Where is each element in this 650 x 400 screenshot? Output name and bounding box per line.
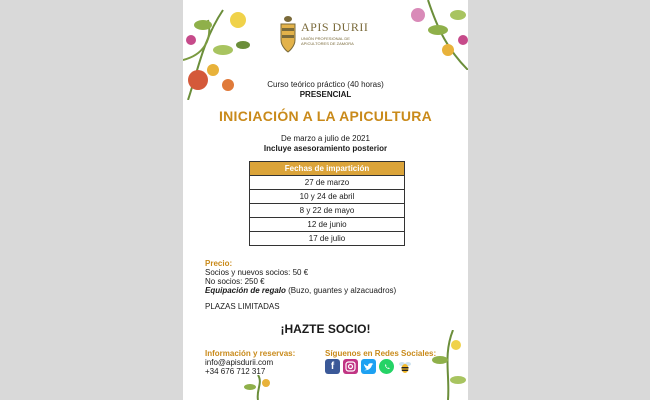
social-header: Síguenos en Redes Sociales: xyxy=(325,349,437,358)
bee-icon[interactable] xyxy=(397,359,412,374)
course-includes: Incluye asesoramiento posterior xyxy=(263,144,388,153)
brand-logo xyxy=(279,14,379,54)
social-icons xyxy=(325,359,412,375)
contact-phone[interactable]: +34 676 712 317 xyxy=(205,367,266,376)
twitter-icon[interactable] xyxy=(361,359,376,374)
price-label: Precio: xyxy=(205,259,233,268)
course-mode: PRESENCIAL xyxy=(299,90,352,99)
schedule-table-header: Fechas de impartición xyxy=(250,162,404,176)
price-members: Socios y nuevos socios: 50 € xyxy=(205,268,309,277)
course-title: INICIACIÓN A LA APICULTURA xyxy=(218,108,433,124)
brand-subtitle: UNIÓN PROFESIONAL DE APICULTORES DE ZAMORA xyxy=(301,36,354,46)
instagram-icon[interactable] xyxy=(343,359,358,374)
gift-label: Equipación de regalo xyxy=(205,286,286,295)
gift-line xyxy=(205,286,396,295)
flower-illustration-bottom-left xyxy=(238,375,278,400)
course-type: Curso teórico práctico (40 horas) xyxy=(267,80,384,89)
shield-logo-icon xyxy=(279,14,297,54)
table-row: 27 de marzo xyxy=(250,176,404,190)
table-row: 12 de junio xyxy=(250,218,404,232)
table-row: 17 de julio xyxy=(308,234,346,243)
table-row: 10 y 24 de abril xyxy=(250,190,404,204)
gift-detail: (Buzo, guantes y alzacuadros) xyxy=(285,286,397,295)
contact-header: Información y reservas: xyxy=(205,349,296,358)
poster xyxy=(183,0,468,400)
course-dates-range: De marzo a julio de 2021 xyxy=(281,134,370,143)
flower-illustration-top-right xyxy=(388,0,468,70)
brand-name: APIS DURII xyxy=(301,20,369,34)
join-cta: ¡HAZTE SOCIO! xyxy=(280,322,371,336)
price-non-members: No socios: 250 € xyxy=(205,277,265,286)
limited-places: PLAZAS LIMITADAS xyxy=(205,302,280,311)
whatsapp-icon[interactable] xyxy=(379,359,394,374)
facebook-icon[interactable]: f xyxy=(325,359,340,374)
flower-illustration-bottom-right xyxy=(428,330,468,400)
table-row: 8 y 22 de mayo xyxy=(250,204,404,218)
schedule-table xyxy=(249,161,405,246)
contact-email[interactable]: info@apisdurii.com xyxy=(205,358,274,367)
